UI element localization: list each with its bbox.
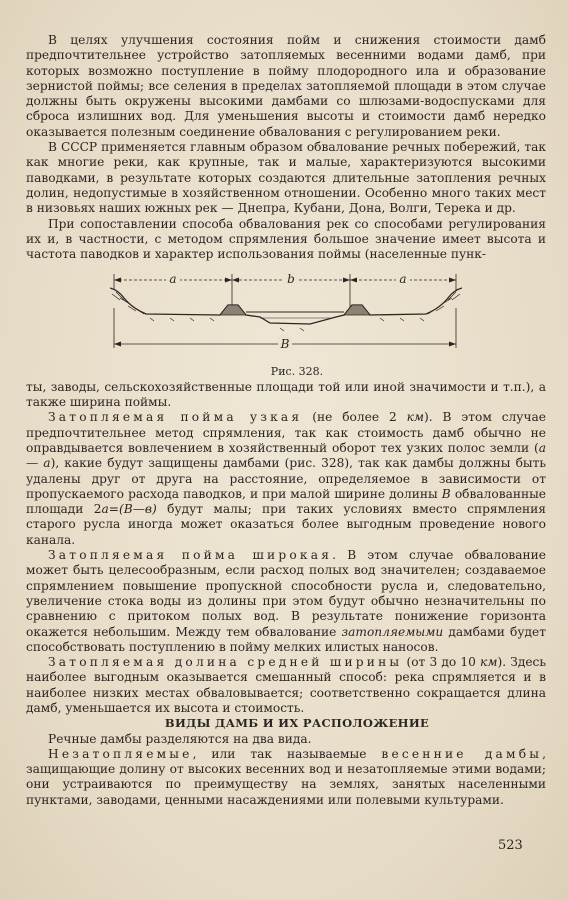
paragraph-6-emphasis: затопляемыми: [341, 624, 444, 639]
paragraph-6: [26, 548, 546, 655]
label-a-left: a: [169, 272, 177, 287]
label-b: b: [287, 272, 295, 287]
page-number: 523: [498, 838, 523, 853]
paragraph-5-formula: а=(В—в): [101, 502, 157, 517]
paragraph-5: [26, 410, 546, 548]
paragraph-9-lead-2: весенние дамбы: [381, 746, 543, 761]
paragraph-3: При сопоставлении способа обвалования рек со способами регулирования их и, в частности, с методом спрямления большое значение имеет высота и частота паводков и характер использования поймы (населенные пунк-: [26, 216, 546, 262]
paragraph-7-text-1: (от 3 до 10: [402, 655, 481, 670]
paragraph-5-aa: а — а: [26, 440, 546, 471]
paragraph-5-text-2: ). В этом случае предпочтительнее метод спрямления, так как стоимость дамб обычно не оправдывается вовлечением в хозяйственный оборот тех узких полос земли (: [26, 410, 546, 455]
page-text: [26, 33, 546, 808]
paragraph-5-B: В: [441, 486, 451, 501]
paragraph-5-text-4: обвалованные площади 2: [26, 486, 547, 517]
figure-caption: Рис. 328.: [270, 365, 324, 379]
paragraph-9-text-1: , или так называемые: [192, 746, 382, 761]
paragraph-5-text-3: ), какие будут защищены дамбами (рис. 328), так как дамбы должны быть удалены друг от друга на расстояние, определяемое в зависимости от пропускаемого расхода паводков, и при малой ширине долины: [26, 456, 546, 501]
paragraph-7-lead: Затопляемая долина средней ширины: [48, 655, 403, 670]
label-a-right: a: [399, 272, 407, 287]
paragraph-2: В СССР применяется главным образом обвалование речных побережий, так как многие реки, как крупные, так и малые, характеризуются высокими паводками, в результате которых создаются длительные затопления речных долин, недопустимые в хозяйственном отношении. Особенно много таких мест в низовьях наших южных рек — Днепра, Кубани, Дона, Волги, Терека и др.: [26, 140, 546, 216]
paragraph-7-unit: км: [480, 655, 498, 670]
paragraph-5-text-5: будут малы; при таких условиях вместо спрямления старого русла иногда может оказаться более выгодным проведение нового канала.: [26, 502, 546, 547]
paragraph-5-text-1: (не более 2: [302, 410, 407, 425]
figure-328: [26, 268, 546, 364]
paragraph-5-lead: Затопляемая пойма узкая: [48, 410, 303, 425]
paragraph-5-unit: км: [406, 410, 425, 425]
label-B: B: [280, 337, 290, 352]
paragraph-7: [26, 655, 546, 716]
paragraph-9: [26, 747, 546, 808]
paragraph-6-text-2: дамбами будет способствовать поступлению в пойму мелких илистых наносов.: [26, 624, 546, 654]
paragraph-8: Речные дамбы разделяются на два вида.: [48, 731, 312, 746]
paragraph-4: ты, заводы, сельскохозяйственные площади той или иной значимости и т.п.), а также ширина поймы.: [26, 379, 546, 410]
paragraph-9-lead: Незатопляемые: [48, 746, 193, 761]
cross-section-diagram: [110, 268, 462, 364]
paragraph-9-text-2: , защищающие долину от высоких весенних вод и незатопляемые этими водами; они устраиваются по преимуществу на землях, занятых населенными пунктами, заводами, ценными насаждениями или полевыми культурами.: [26, 746, 547, 807]
paragraph-1: В целях улучшения состояния пойм и снижения стоимости дамб предпочтительнее устройство затопляемых весенними водами дамб, при которых возможно поступление в пойму плодородного ила и образование зернистой поймы; все селения в пределах затопляемой площади в этом случае должны быть окружены высокими дамбами со шлюзами-водоспусками для сброса излишних вод. Для уменьшения высоты и стоимости дамб нередко оказывается полезным соединение обвалования с регулированием реки.: [26, 33, 546, 139]
paragraph-6-text-1: . В этом случае обвалование может быть целесообразным, если расход полых вод значителен; создаваемое спрямлением повышение пропускной способности русла и, следовательно, увеличение стока воды из долины при этом будут обычно незначительны по сравнению с притоком полых вод. В результате понижение горизонта окажется небольшим. Между тем обвалование: [26, 548, 546, 639]
paragraph-7-text-2: ). Здесь наиболее выгодным оказывается смешанный способ: река спрямляется и в наиболее низких местах обваловывается; соответственно сокращается длина дамб, уменьшается их высота и стоимость.: [26, 655, 546, 715]
paragraph-6-lead: Затопляемая пойма широкая: [48, 548, 333, 563]
section-heading: ВИДЫ ДАМБ И ИХ РАСПОЛОЖЕНИЕ: [164, 716, 430, 731]
